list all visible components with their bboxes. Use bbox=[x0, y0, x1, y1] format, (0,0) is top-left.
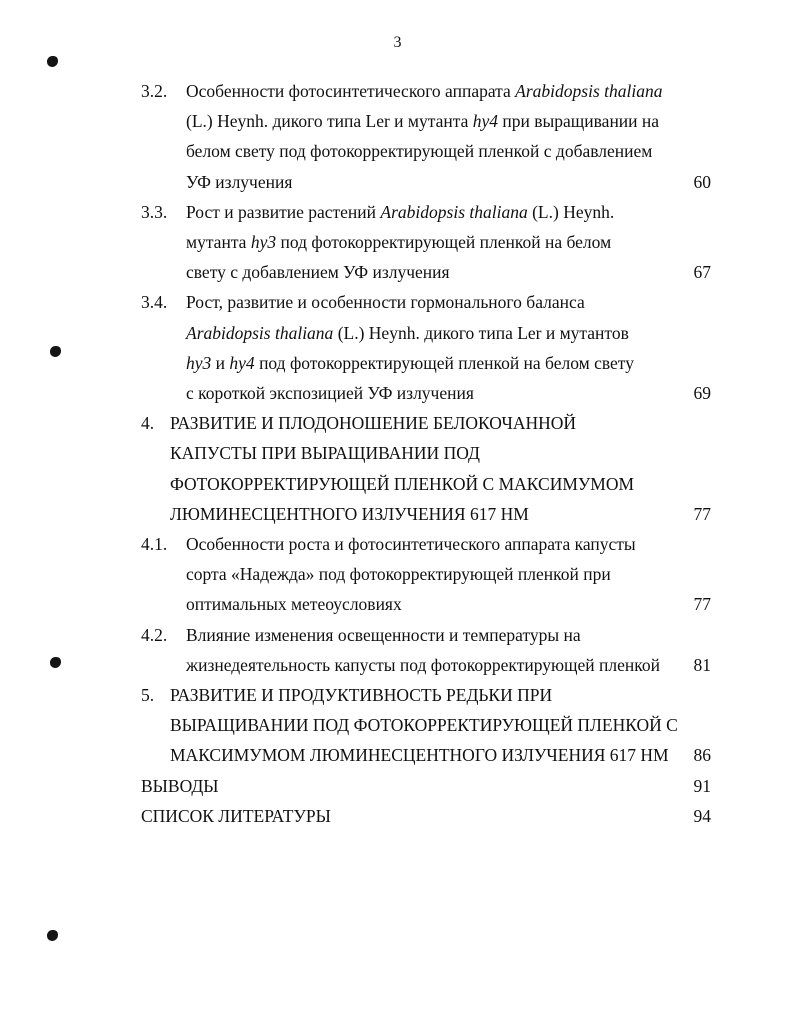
toc-entry-text-line bbox=[186, 231, 611, 253]
text-run: Рост и развитие растений bbox=[186, 201, 381, 222]
toc-entry-page-number: 91 bbox=[693, 775, 711, 796]
text-run: Рост, развитие и особенности гормонального баланса bbox=[186, 292, 585, 313]
toc-entry-page-number: 67 bbox=[693, 262, 711, 283]
text-run: при выращивании на bbox=[498, 111, 660, 132]
text-run: жизнедеятельность капусты под фотокорректирующей пленкой bbox=[186, 654, 660, 675]
text-run: ВЫРАЩИВАНИИ ПОД ФОТОКОРРЕКТИРУЮЩЕЙ ПЛЕНКОЙ С bbox=[170, 715, 678, 736]
text-run: Особенности роста и фотосинтетического аппарата капусты bbox=[186, 534, 636, 554]
text-run: ФОТОКОРРЕКТИРУЮЩЕЙ ПЛЕНКОЙ С МАКСИМУМОМ bbox=[170, 473, 635, 494]
toc-entry-text-line bbox=[170, 412, 576, 434]
toc-entry-text-line bbox=[141, 775, 219, 797]
text-run: мутанта bbox=[186, 232, 251, 252]
italic-species-name: Arabidopsis thaliana bbox=[515, 81, 663, 101]
toc-entry-text-line bbox=[186, 140, 652, 162]
text-run: СПИСОК ЛИТЕРАТУРЫ bbox=[141, 805, 331, 826]
toc-entry-text-line bbox=[186, 593, 402, 615]
page-number: 3 bbox=[393, 34, 402, 51]
toc-entry-number: 4.2. bbox=[141, 624, 168, 645]
text-run: (L.) Heynh. дикого типа Ler и мутантов bbox=[333, 322, 629, 343]
toc-entry-page-number: 77 bbox=[693, 503, 711, 524]
text-run: МАКСИМУМОМ ЛЮМИНЕСЦЕНТНОГО ИЗЛУЧЕНИЯ 617 НМ bbox=[170, 745, 669, 766]
toc-entry-text-line bbox=[170, 473, 634, 495]
toc-entry-page-number: 81 bbox=[693, 654, 711, 675]
text-run: сорта «Надежда» под фотокорректирующей пленкой при bbox=[186, 564, 611, 585]
text-run: под фотокорректирующей пленкой на белом свету bbox=[254, 352, 634, 373]
toc-entry-text-line bbox=[141, 805, 331, 827]
toc-entry-page-number: 60 bbox=[693, 171, 711, 192]
text-run: Особенности фотосинтетического аппарата bbox=[186, 81, 516, 101]
toc-entry-text-line bbox=[186, 533, 636, 555]
text-run: (L.) Heynh. bbox=[527, 201, 615, 222]
toc-entry-number: 3.3. bbox=[141, 201, 168, 222]
toc-entry-text-line bbox=[186, 291, 585, 313]
toc-entry-text-line bbox=[170, 714, 678, 736]
italic-species-name: Arabidopsis thaliana bbox=[380, 201, 528, 222]
toc-entry-number: 4. bbox=[141, 413, 155, 434]
text-run: РАЗВИТИЕ И ПРОДУКТИВНОСТЬ РЕДЬКИ ПРИ bbox=[170, 685, 553, 705]
toc-entry-text-line bbox=[186, 382, 474, 404]
text-run: УФ излучения bbox=[186, 171, 293, 192]
toc-entry-text-line bbox=[186, 322, 629, 344]
toc-entry-text-line bbox=[186, 261, 450, 283]
binder-hole-mark bbox=[50, 657, 61, 668]
toc-entry-text-line bbox=[170, 744, 669, 766]
toc-entry-page-number: 94 bbox=[693, 805, 711, 826]
text-run: белом свету под фотокорректирующей пленкой с добавлением bbox=[186, 141, 653, 162]
text-run: оптимальных метеоусловиях bbox=[186, 594, 402, 615]
toc-entry-number: 3.4. bbox=[141, 292, 168, 313]
toc-entry-text-line bbox=[170, 503, 529, 525]
toc-entry-text-line bbox=[186, 110, 659, 132]
text-run: с короткой экспозицией УФ излучения bbox=[186, 383, 474, 403]
toc-entry-text-line bbox=[186, 201, 614, 223]
toc-entry-number: 5. bbox=[141, 685, 155, 705]
toc-entry-text-line bbox=[186, 171, 292, 193]
toc-entry-page-number: 69 bbox=[693, 383, 711, 403]
text-run: РАЗВИТИЕ И ПЛОДОНОШЕНИЕ БЕЛОКОЧАННОЙ bbox=[170, 413, 577, 434]
toc-entry-text-line bbox=[170, 442, 480, 464]
toc-entry-text-line bbox=[186, 80, 662, 102]
italic-species-name: hy3 bbox=[250, 232, 277, 252]
binder-hole-mark bbox=[47, 56, 58, 67]
text-run: ВЫВОДЫ bbox=[141, 775, 219, 796]
toc-entry-text-line bbox=[186, 563, 611, 585]
text-run: и bbox=[211, 352, 230, 373]
italic-species-name: hy4 bbox=[472, 111, 499, 132]
text-run: КАПУСТЫ ПРИ ВЫРАЩИВАНИИ ПОД bbox=[170, 443, 480, 464]
italic-species-name: hy4 bbox=[229, 352, 255, 373]
toc-entry-page-number: 86 bbox=[693, 745, 711, 766]
text-run: (L.) Heynh. дикого типа Ler и мутанта bbox=[186, 111, 473, 132]
text-run: под фотокорректирующей пленкой на белом bbox=[276, 232, 612, 252]
binder-hole-mark bbox=[50, 346, 61, 357]
text-run: ЛЮМИНЕСЦЕНТНОГО ИЗЛУЧЕНИЯ 617 НМ bbox=[170, 503, 529, 524]
toc-entry-number: 3.2. bbox=[141, 81, 168, 101]
toc-entry-text-line bbox=[186, 654, 660, 676]
italic-species-name: hy3 bbox=[186, 352, 212, 373]
toc-entry-text-line bbox=[186, 352, 634, 374]
toc-entry-number: 4.1. bbox=[141, 534, 168, 554]
text-run: Влияние изменения освещенности и температуры на bbox=[186, 624, 581, 645]
italic-species-name: Arabidopsis thaliana bbox=[186, 322, 334, 343]
toc-entry-page-number: 77 bbox=[693, 594, 711, 615]
toc-entry-text-line bbox=[170, 684, 552, 706]
binder-hole-mark bbox=[47, 930, 58, 941]
text-run: свету с добавлением УФ излучения bbox=[186, 262, 450, 283]
toc-entry-text-line bbox=[186, 624, 581, 646]
